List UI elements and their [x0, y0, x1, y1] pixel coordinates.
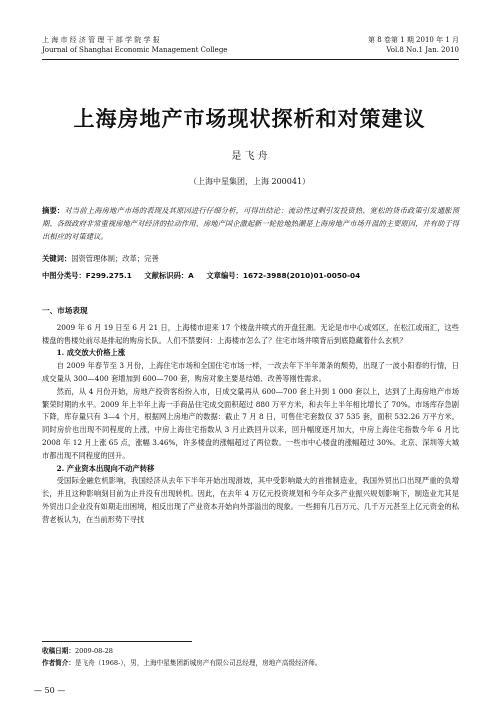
article-body	[42, 305, 459, 527]
author-bio: 是飞舟（1968-），男，上海中星集团新城房产有限公司总经理，房地产高级经济师。	[74, 659, 322, 667]
author-affiliation: （上海中星集团，上海 200041）	[188, 177, 311, 186]
issue-info-cn: 第 8 卷第 1 期 2010 年 1 月	[368, 36, 459, 44]
keywords-text: 国资管理体制；改革；完善	[71, 254, 159, 263]
author-bio-label: 作者简介：	[42, 659, 75, 667]
abstract-text: 对当前上海房地产市场的表现及其原因进行仔细分析，可得出结论：流动性过剩引发投资热、宽松的货币政策引发通胀预期、各级政府非常重视房地产对经济的拉动作用、房地产国企激起新一轮抢地热潮是上海房地产市场升温的主要原因，并有助于得出相应的对策建议。	[42, 206, 460, 241]
keywords-label: 关键词：	[42, 254, 72, 263]
paragraph-3: 然而，从 4 月份开始，房地产投资客纷纷入市，日成交量再从 600—700 套上升到 1 000 套以上，达到了上海房地产市场繁荣时期的水平。2009 年上半年上海一手商品住宅成交面积超过 880 万平方米，和去年上半年相比增长了 70%。市场库存急剧下降，库存量只有 3—4 个月，根据网上房地产的数据：截止 7 月 8 日，可售住宅套数仅 37 535 套，面积 532.26 万平方米。同时房价也出现不同程度的上涨，中房上海住宅指数从 3 月止跌回升以来，回升幅度逐月加大，中房上海住宅指数今年 6 月比 2008 年 12 月上涨 65 点，涨幅 3.46%，许多楼盘的涨幅超过了两位数。一些市中心楼盘的涨幅超过 30%。北京、深圳等大城市都出现不同程度的回升。	[42, 386, 459, 460]
section-heading-market-performance: 一、市场表现	[42, 306, 88, 315]
footnote-divider	[42, 641, 192, 642]
journal-name-cn: 上 海 市 经 济 管 理 干 部 学 院 学 报	[42, 36, 160, 44]
keywords	[42, 254, 459, 264]
abstract	[42, 204, 459, 243]
footnotes	[42, 645, 459, 669]
classification-line	[42, 271, 459, 281]
running-head-left	[42, 35, 227, 55]
subsection-heading-1: 1. 成交放大价格上涨	[56, 348, 126, 358]
issue-info-en: Vol.8 No.1 Jan. 2010	[386, 46, 459, 54]
subsection-heading-2: 2. 产业资本出现向不动产转移	[56, 463, 155, 473]
article-number: 文章编号：1672-3988(2010)01-0050-04	[206, 271, 361, 280]
paragraph-4: 受国际金融危机影响，我国经济从去年下半年开始出现滑坡，其中受影响最大的首推制造业，我国外贸出口出现严重的负增长，并且这种影响刻目前为止并没有出现转机。因此，在去年 4 万亿元投资规划和今年众多产业振兴规划影响下，制造业尤其是外贸出口企业没有如期走出困境，相反出现了产业资本开始向外部溢出的现象。一些拥有几百万元、几千万元甚至上亿元资金的私营老板认为，在当前形势下寻找	[42, 476, 459, 524]
journal-name-en: Journal of Shanghai Economic Management College	[42, 46, 228, 54]
page-number: — 50 —	[34, 686, 66, 695]
author-bio-note	[42, 657, 459, 669]
received-date-note	[42, 645, 459, 657]
received-date: 2009-08-28	[74, 647, 113, 655]
paragraph-1: 2009 年 6 月 19 日至 6 月 21 日，上海楼市迎来 17 个楼盘井喷式的开盘狂潮。无论是市中心或郊区，在松江或南汇，这些楼盘的售楼处前尽是排起的购房长队。人们不禁要问：上海楼市怎么了？住宅市场井喷背后到底隐藏着什么玄机？	[42, 322, 459, 345]
abstract-label: 摘要：	[42, 206, 65, 215]
running-head-right	[368, 35, 459, 55]
paragraph-2: 自 2009 年春节至 3 月份，上海住宅市场和全国住宅市场一样，一改去年下半年萧条的颓势，出现了一波小阳春的行情，日成交量从 300—400 套增加到 600—700 套，购房对象主要是结婚、改善等刚性需求。	[42, 361, 459, 383]
header-divider	[42, 59, 459, 60]
article-author: 是 飞 舟	[231, 151, 268, 162]
document-code: 文献标识码：A	[144, 271, 194, 280]
article-title: 上海房地产市场现状探析和对策建议	[73, 107, 426, 131]
received-label: 收稿日期：	[42, 647, 75, 655]
clc-number: 中图分类号：F299.275.1	[42, 271, 132, 280]
